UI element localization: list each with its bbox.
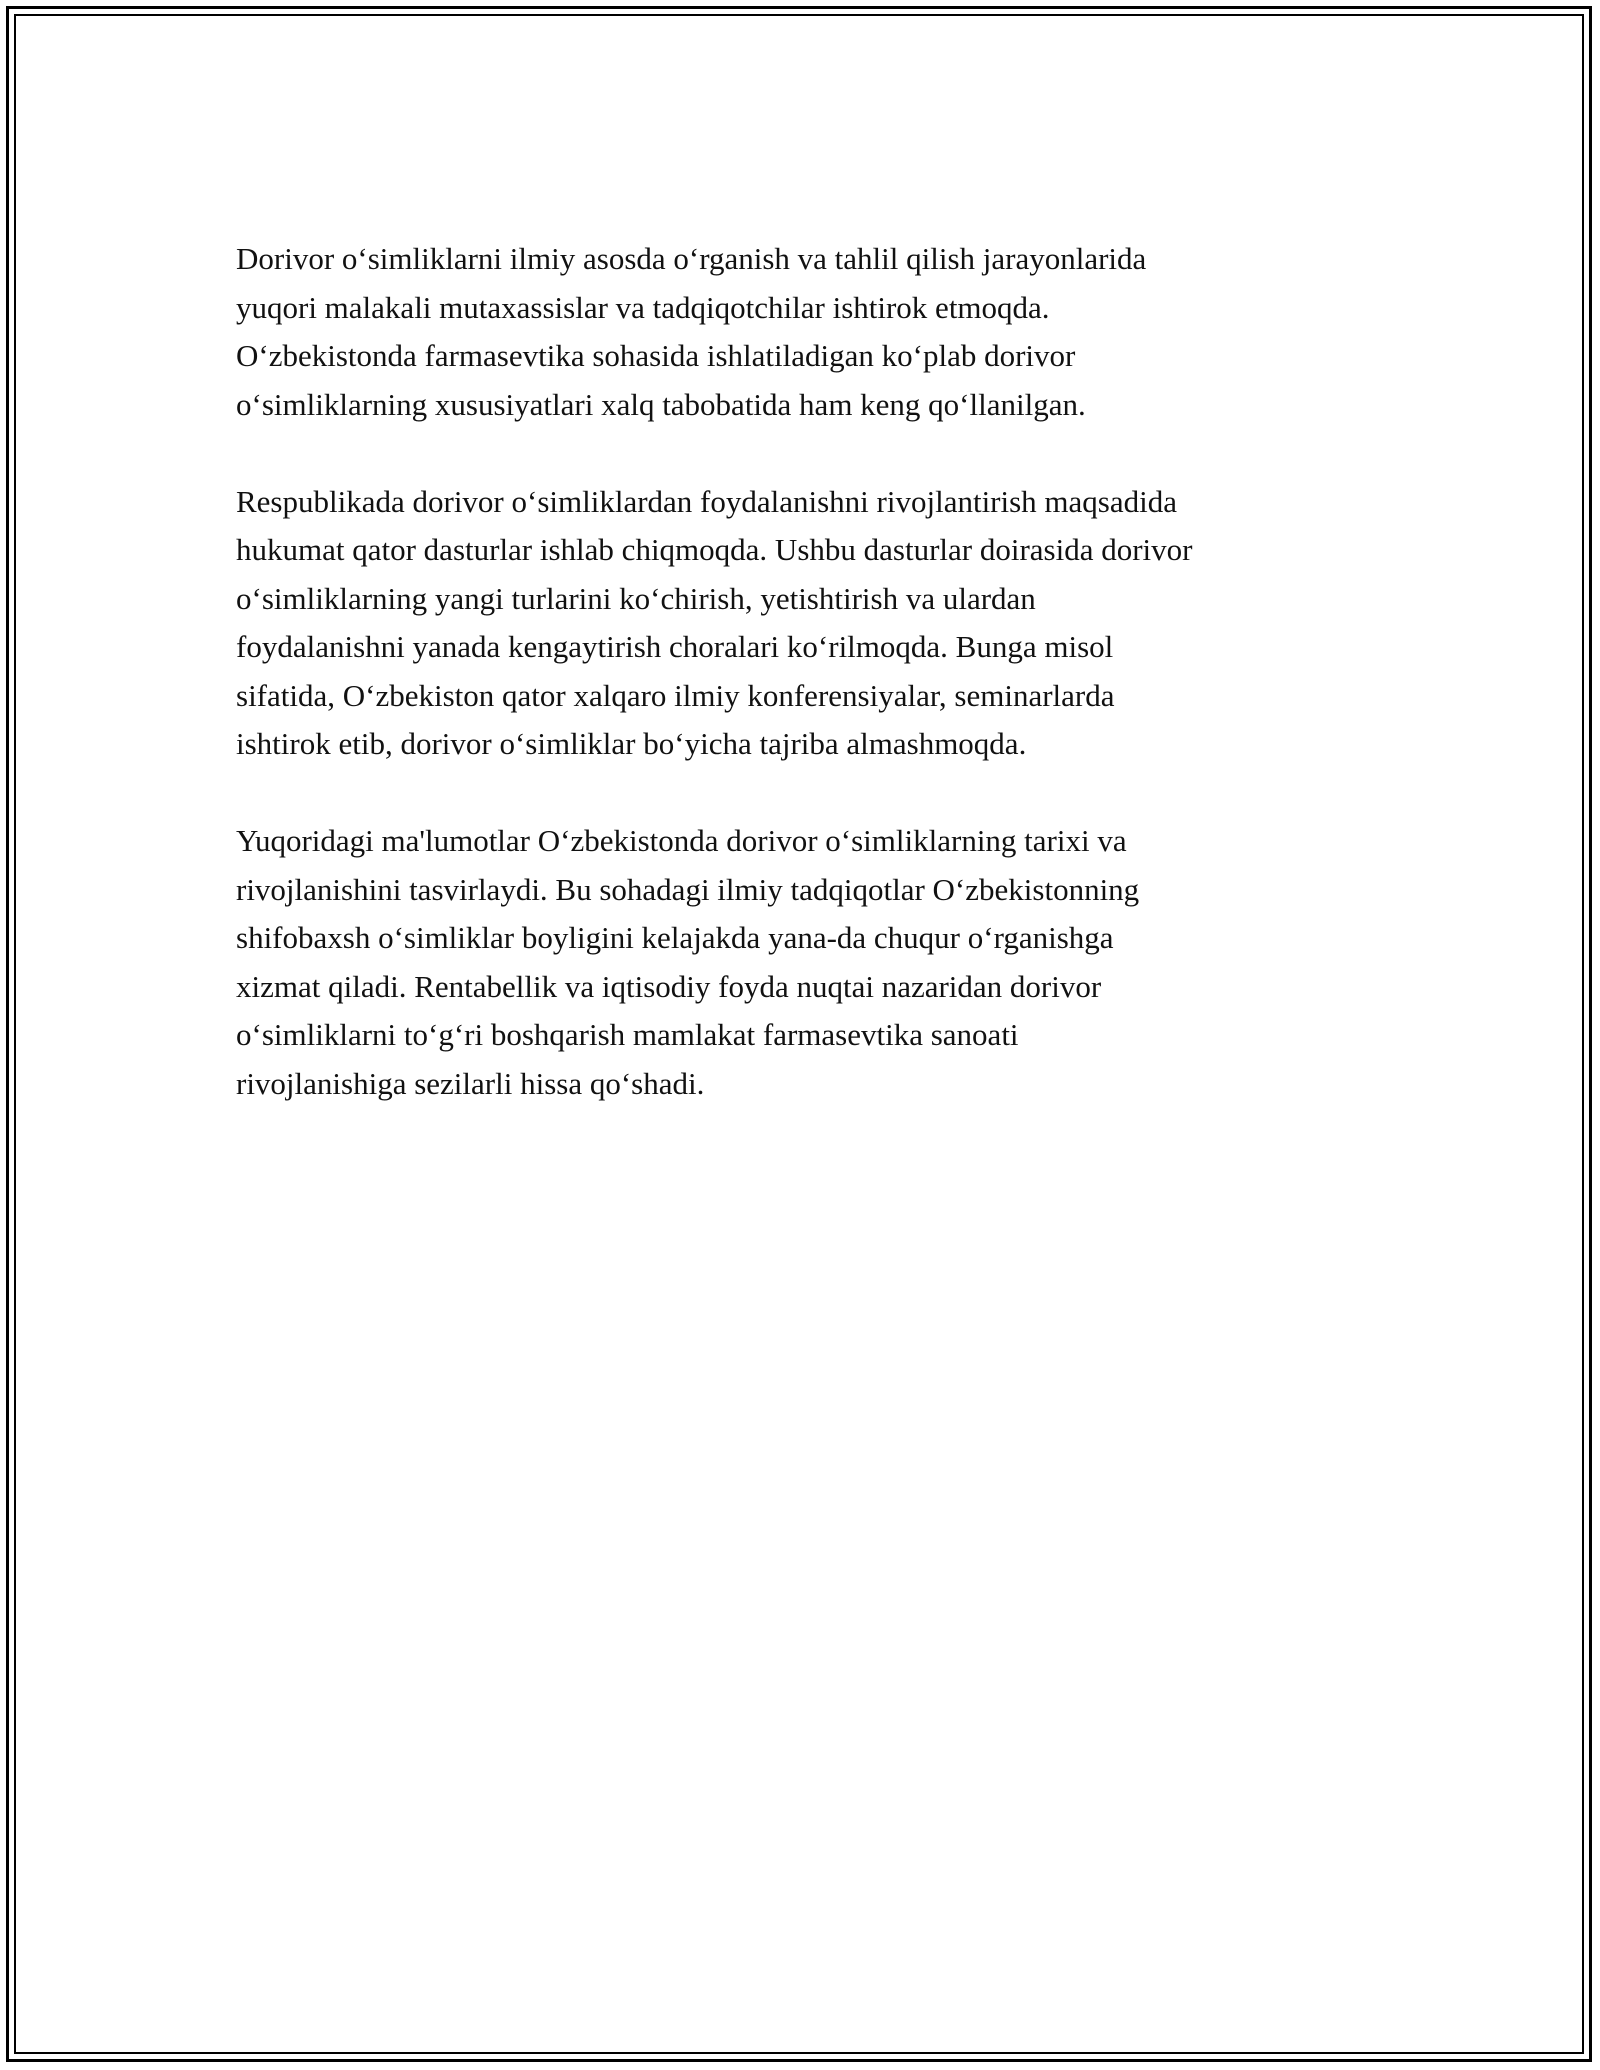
text-line: o‘simliklarni to‘g‘ri boshqarish mamlakat farmasevtika sanoati (236, 1017, 1019, 1052)
text-line: ishtirok etib, dorivor o‘simliklar bo‘yicha tajriba almashmoqda. (236, 726, 1027, 761)
text-line: Respublikada dorivor o‘simliklardan foydalanishni rivojlantirish maqsadida (236, 483, 1178, 519)
text-line: o‘simliklarning xususiyatlari xalq tabobatida ham keng qo‘llanilgan. (236, 386, 1086, 422)
text-line: sifatida, O‘zbekiston qator xalqaro ilmiy konferensiyalar, seminarlarda (236, 677, 1115, 713)
text-line: foydalanishni yanada kengaytirish choralari ko‘rilmoqda. Bunga misol (236, 629, 1114, 664)
text-line: xizmat qiladi. Rentabellik va iqtisodiy foyda nuqtai nazaridan dorivor (236, 968, 1102, 1004)
text-line: o‘simliklarning yangi turlarini ko‘chirish, yetishtirish va ulardan (236, 580, 1036, 616)
text-line: rivojlanishini tasvirlaydi. Bu sohadagi ilmiy tadqiqotlar O‘zbekistonning (236, 871, 1140, 907)
text-line: shifobaxsh o‘simliklar boyligini kelajakda yana-da chuqur o‘rganishga (236, 920, 1114, 955)
text-line: O‘zbekistonda farmasevtika sohasida ishlatiladigan ko‘plab dorivor (236, 338, 1076, 373)
text-line: yuqori malakali mutaxassislar va tadqiqotchilar ishtirok etmoqda. (236, 289, 1050, 325)
text-line: hukumat qator dasturlar ishlab chiqmoqda. Ushbu dasturlar doirasida dorivor (236, 532, 1193, 567)
text-line: Dorivor o‘simliklarni ilmiy asosda o‘rganish va tahlil qilish jarayonlarida (236, 241, 1147, 276)
paragraph-1 (236, 235, 1386, 429)
document-body (236, 235, 1386, 1157)
text-line: Yuqoridagi ma'lumotlar O‘zbekistonda dorivor o‘simliklarning tarixi va (236, 823, 1127, 858)
text-line: rivojlanishiga sezilarli hissa qo‘shadi. (236, 1065, 705, 1101)
paragraph-3 (236, 817, 1386, 1108)
paragraph-2 (236, 478, 1386, 769)
